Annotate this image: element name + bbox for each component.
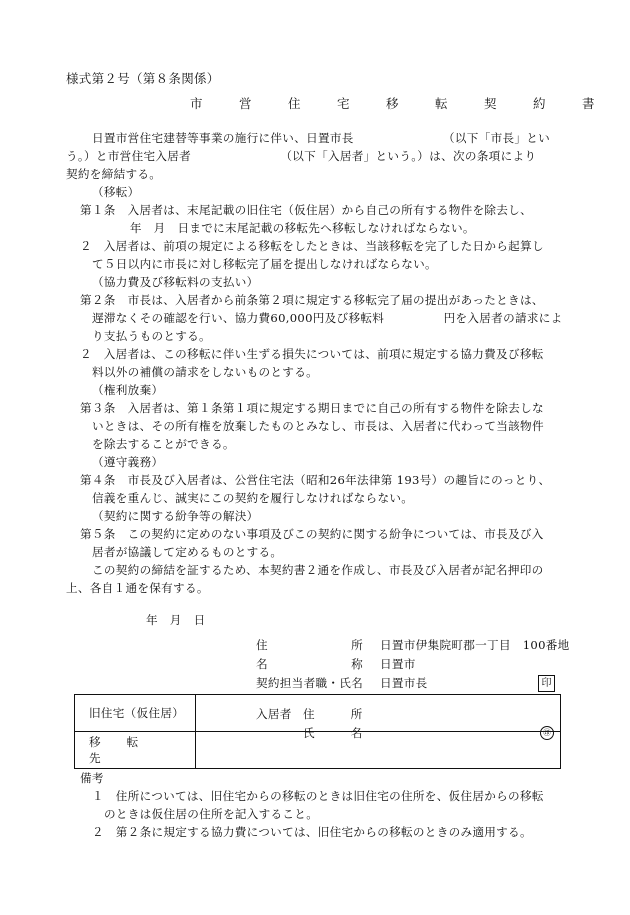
closing-line: 上、各自１通を保有する。	[66, 581, 209, 595]
article-line: 信義を重んじ、誠実にこの契約を履行しなければならない。	[92, 491, 414, 505]
article-line: を除去することができる。	[92, 437, 235, 451]
official-seal-icon: 印	[538, 675, 555, 692]
resident-name-label: 氏 名	[303, 726, 363, 740]
mayor-name-label: 名 称	[256, 657, 364, 671]
article-line: ２ 入居者は、前項の規定による移転をしたときは、当該移転を完了した日から起算し	[80, 239, 544, 253]
note-line: ２ 第２条に規定する協力費については、旧住宅からの移転のときのみ適用する。	[92, 825, 532, 839]
article-line: り支払うものとする。	[92, 329, 211, 343]
destination-label: 移転先	[75, 732, 196, 769]
article-line: 年 月 日までに末尾記載の移転先へ移転しなければならない。	[118, 221, 475, 235]
mayor-official-value: 日置市長	[380, 676, 428, 690]
section-heading: （権利放棄）	[92, 383, 164, 397]
resident-seal-icon: ㊞	[540, 726, 554, 740]
article-line: 料以外の補償の請求をしないものとする。	[92, 365, 318, 379]
table-row	[75, 732, 561, 769]
mayor-address-value: 日置市伊集院町郡一丁目 100番地	[380, 638, 570, 652]
table-row	[75, 695, 561, 732]
article-line: 遅滞なくその確認を行い、協力費60,000円及び移転料 円を入居者の請求によ	[92, 311, 563, 325]
article-line: 第４条 市長及び入居者は、公営住宅法（昭和26年法律第 193号）の趣旨にのっとり、	[80, 473, 551, 487]
preamble-line: う。）と市営住宅入居者 （以下「入居者」という。）は、次の条項により	[66, 149, 537, 163]
resident-address-label: 住 所	[303, 707, 363, 721]
notes-heading: 備考	[80, 771, 104, 785]
date-line: 年 月 日	[146, 613, 206, 627]
mayor-name-value: 日置市	[380, 657, 416, 671]
section-heading: （協力費及び移転料の支払い）	[92, 275, 259, 289]
section-heading: （契約に関する紛争等の解決）	[92, 509, 259, 523]
preamble-line: 契約を締結する。	[66, 167, 162, 181]
article-line: 第３条 入居者は、第１条第１項に規定する期日までに自己の所有する物件を除去しな	[80, 401, 544, 415]
form-label: 様式第２号（第８条関係）	[66, 71, 220, 86]
section-heading: （遵守義務）	[92, 455, 164, 469]
old-residence-value-cell[interactable]	[196, 695, 561, 732]
article-line: 居者が協議して定めるものとする。	[92, 545, 283, 559]
mayor-official-label: 契約担当者職・氏名	[256, 676, 364, 690]
closing-line: この契約の締結を証するため、本契約書２通を作成し、市長及び入居者が記名押印の	[92, 563, 544, 577]
article-line: いときは、その所有権を放棄したものとみなし、市長は、入居者に代わって当該物件	[92, 419, 544, 433]
article-line: 第１条 入居者は、末尾記載の旧住宅（仮住居）から自己の所有する物件を除去し、	[80, 203, 532, 217]
section-heading: （移転）	[92, 185, 140, 199]
mayor-address-label: 住 所	[256, 638, 364, 652]
article-line: 第２条 市長は、入居者から前条第２項に規定する移転完了届の提出があったときは、	[80, 293, 544, 307]
preamble-line: 日置市営住宅建替等事業の施行に伴い、日置市長 （以下「市長」とい	[92, 131, 551, 145]
article-line: ２ 入居者は、この移転に伴い生ずる損失については、前項に規定する協力費及び移転	[80, 347, 544, 361]
resident-label: 入居者	[256, 707, 292, 721]
note-line: １ 住所については、旧住宅からの移転のときは旧住宅の住所を、仮住居からの移転	[92, 789, 544, 803]
destination-value-cell[interactable]	[196, 732, 561, 769]
address-table	[74, 694, 561, 769]
article-line: て５日以内に市長に対し移転完了届を提出しなければならない。	[92, 257, 437, 271]
document-title: 市 営 住 宅 移 転 契 約 書	[190, 96, 607, 111]
old-residence-label: 旧住宅（仮住居）	[75, 695, 196, 732]
article-line: 第５条 この契約に定めのない事項及びこの契約に関する紛争については、市長及び入	[80, 527, 544, 541]
note-line: のときは仮住居の住所を記入すること。	[104, 807, 319, 821]
